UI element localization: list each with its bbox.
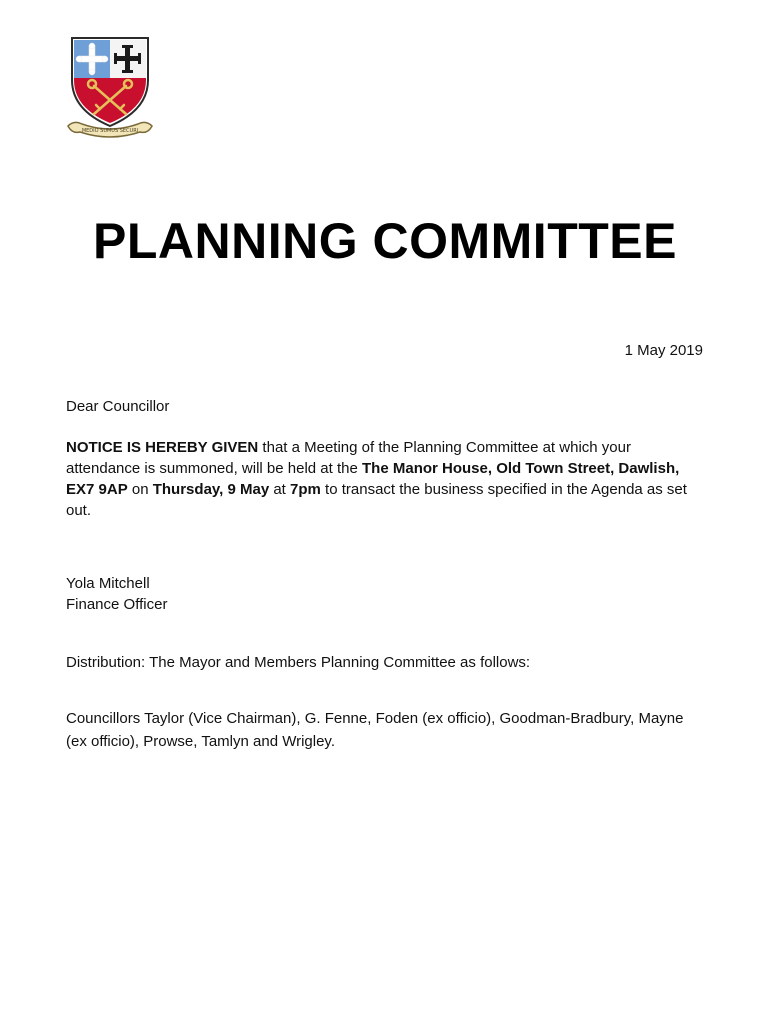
council-crest-logo: [64, 34, 156, 140]
notice-text-1: that a Meeting of the Planning Committee at which your attendance is summoned, will be held at the: [66, 439, 631, 477]
letter-date: 1 May 2019: [624, 342, 703, 359]
notice-paragraph: [66, 437, 706, 521]
members-list: Councillors Taylor (Vice Chairman), G. Fenne, Foden (ex officio), Goodman-Bradbury, Mayne (ex officio), Prowse, Tamlyn and Wrigley.: [66, 710, 684, 750]
meeting-time: 7pm: [290, 481, 321, 498]
signer-role: Finance Officer: [66, 596, 168, 613]
notice-text-2: on: [127, 481, 153, 498]
crest-motto-text: MEDIO SUMUS SECURI: [81, 128, 139, 134]
notice-text-3: at: [269, 481, 291, 498]
signer-block: [66, 573, 706, 615]
meeting-venue: The Manor House, Old Town Street, Dawlish, EX7 9AP: [66, 460, 680, 498]
meeting-day: Thursday, 9 May: [152, 481, 270, 498]
salutation: Dear Councillor: [66, 398, 170, 415]
notice-lead: NOTICE IS HEREBY GIVEN: [66, 439, 259, 456]
page-title: PLANNING COMMITTEE: [93, 213, 677, 269]
notice-text-4: to transact the business specified in the Agenda as set out.: [66, 481, 687, 519]
crest-shield-icon: [64, 34, 156, 140]
distribution-line: Distribution: The Mayor and Members Planning Committee as follows:: [66, 654, 531, 671]
signer-name: Yola Mitchell: [66, 575, 150, 592]
